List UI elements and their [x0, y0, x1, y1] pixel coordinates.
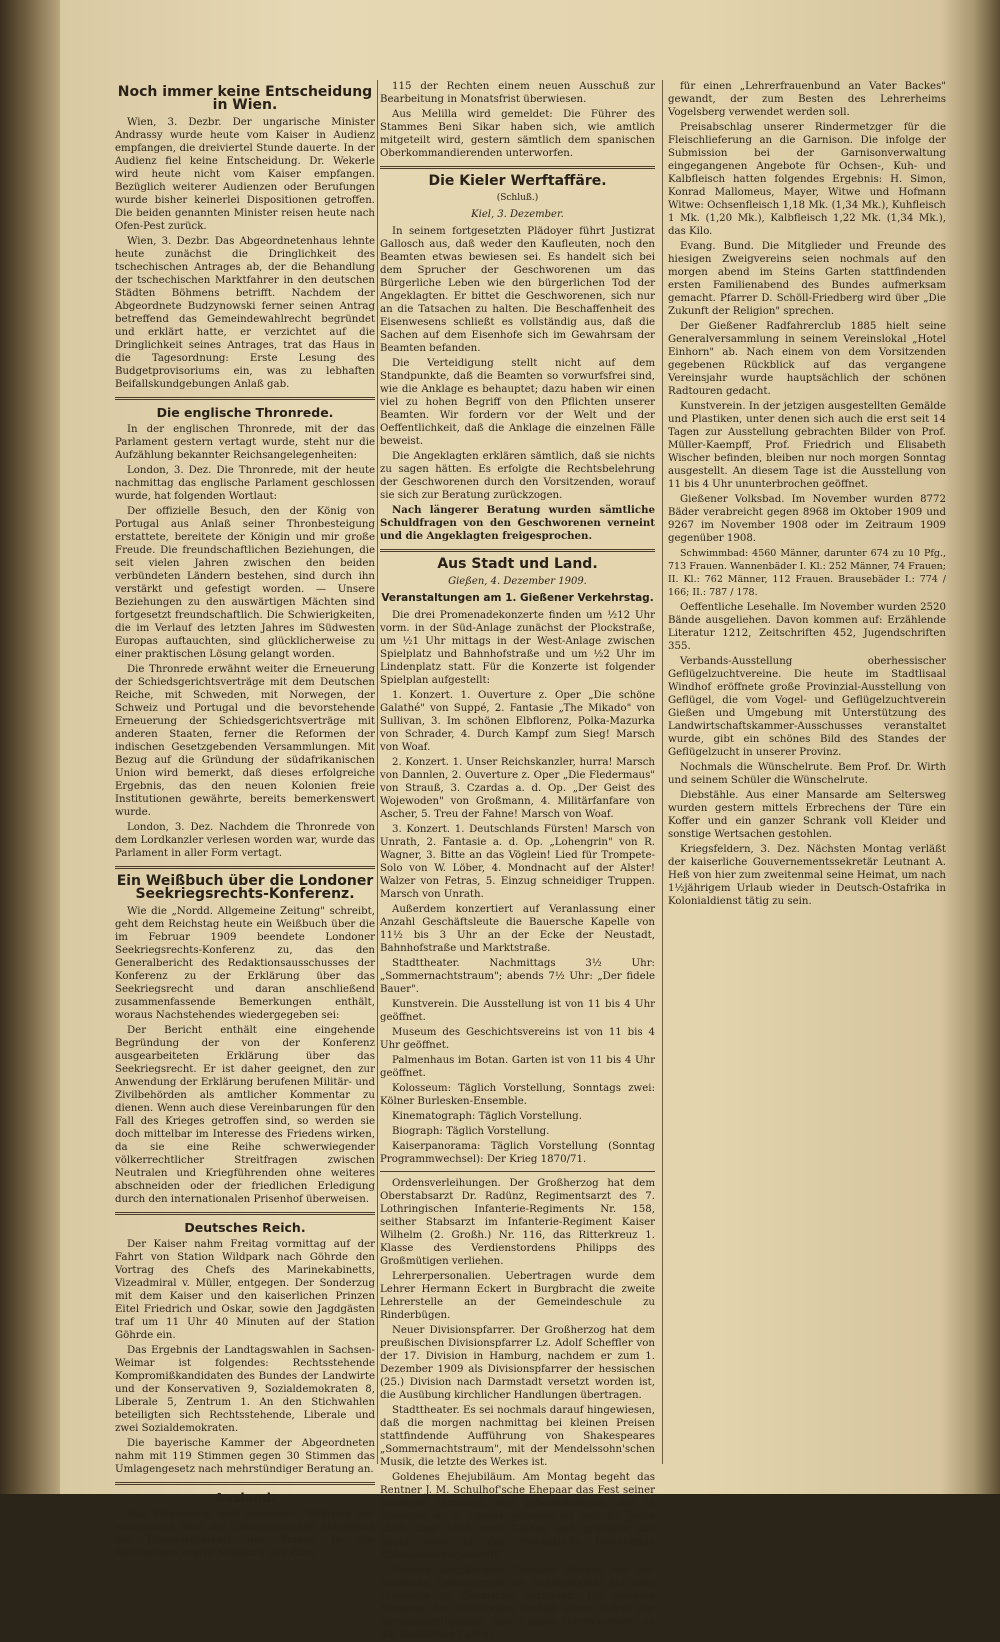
article-paragraph: Wie die „Nordd. Allgemeine Zeitung" schreibt, geht dem Reichstag heute ein Weißbuch über die im Februar 1909 beendete Londoner Seekriegsrechts-Konferenz zu, das den Generalbericht des Redaktionsausschusses der Konferenz zu der Erklärung über das Seekriegsrecht und daran anschließend zusammenfassende Bemerkungen enthält, woraus Nachstehendes wiedergegeben sei: — [115, 906, 375, 1021]
article-paragraph: Biograph: Täglich Vorstellung. — [392, 1126, 550, 1137]
article-paragraph: London, 3. Dez. Die Thronrede, mit der heute nachmittag das englische Parlament geschlossen wurde, hat folgenden Wortlaut: — [115, 465, 375, 502]
section-divider — [380, 549, 655, 552]
article-paragraph: Das Ergebnis der Landtagswahlen in Sachsen-Weimar ist folgendes: Rechtsstehende Kompromißkandidaten des Bundes der Landwirte und der Konservativen 9, Sozialdemokraten 8, Liberale 5, Zentrum 1. An den Stichwahlen beteiligten sich Rechtsstehende, Liberale und zwei Sozialdemokraten. — [115, 1345, 375, 1434]
section-divider — [115, 1482, 375, 1485]
article-paragraph: Kriegsfeldern, 3. Dez. Nächsten Montag verläßt der kaiserliche Gouvernementssekretär Leutnant A. Heß von hier zum zweitenmal seine Heimat, um nach 1½jährigem Urlaub wieder in Deutsch-Ostafrika in Kolonialdienst tätig zu sein. — [668, 844, 946, 907]
article-paragraph: Außerdem konzertiert auf Veranlassung einer Anzahl Geschäftsleute die Bauersche Kapelle von 11½ bis 3 Uhr an der Ecke der Neustadt, Bahnhofstraße und Marktstraße. — [380, 904, 655, 954]
section-divider — [115, 1212, 375, 1215]
article-paragraph: Verbands-Ausstellung oberhessischer Geflügelzuchtvereine. Die heute im Stadtlisaal Windhof eröffnete große Provinzial-Ausstellung von Geflügel, die vom Vogel- und Geflügelzuchtverein Gießen und Umgebung mit Unterstützung des Landwirtschaftskammer-Ausschusses veranstaltet wurde, gibt ein schönes Bild des Standes der Geflügelzucht in unserer Provinz. — [668, 656, 946, 758]
article-paragraph: Palmenhaus im Botan. Garten ist von 11 bis 4 Uhr geöffnet. — [380, 1055, 655, 1079]
article-paragraph: Oeffentliche Lesehalle. Im November wurden 2520 Bände ausgeliehen. Davon kommen auf: Erzählende Literatur 1212, Zeitschriften 452, Jugendschriften 355. — [668, 602, 946, 652]
headline-wien: Noch immer keine Entscheidung in Wien. — [117, 84, 373, 113]
subtitle: (Schluß.) — [496, 193, 539, 203]
article-paragraph: Wien, 3. Dezbr. Der ungarische Minister Andrassy wurde heute vom Kaiser in Audienz empfangen, die dreiviertel Stunde dauerte. In der Audienz fiel keine Entscheidung. Dr. Wekerle wird heute nicht vom Kaiser empfangen. Bezüglich weiterer Audienzen oder Berufungen wurde bisher keinerlei Dispositionen getroffen. Die beiden genannten Minister reisen heute nach Ofen-Pest zurück. — [115, 117, 375, 232]
article-paragraph: für einen „Lehrerfrauenbund an Vater Backes" gewandt, der zum Besten des Lehrerheims Vogelsberg verwendet werden soll. — [668, 81, 946, 118]
divider — [380, 1171, 655, 1172]
article-paragraph: Die bayerische Kammer der Abgeordneten nahm mit 119 Stimmen gegen 30 Stimmen das Umlagengesetz nach mehrstündiger Beratung an. — [115, 1438, 375, 1475]
subheadline-verkehrstag: Veranstaltungen am 1. Gießener Verkehrstag. — [381, 592, 654, 604]
column-1 — [115, 80, 375, 1559]
article-paragraph: Aus Petersburg wird gemeldet: Während der Aussprache über die Gesetzesvorlage betreffend die Unantastbarkeit der Person in der Reichsduma ergriff Miljukow das Wort. — [115, 1509, 375, 1559]
article-paragraph: London, 3. Dez. Nachdem die Thronrede von dem Lordkanzler verlesen worden war, wurde das Parlament in aller Form vertagt. — [115, 822, 375, 859]
verdict-note: Nach längerer Beratung wurden sämtliche Schuldfragen von den Geschworenen verneint und die Angeklagten freigesprochen. — [380, 504, 655, 542]
article-paragraph: Der Kaiser nahm Freitag vormittag auf der Fahrt von Station Wildpark nach Göhrde den Vortrag des Chefs des Marinekabinetts, Vizeadmiral v. Müller, entgegen. Der Sonderzug mit dem Kaiser und den kaiserlichen Prinzen Eitel Friedrich und Oskar, sowie den Jagdgästen traf um 11 Uhr 40 Minuten auf der Station Göhrde ein. — [115, 1239, 375, 1341]
article-paragraph: Neuer Divisionspfarrer. Der Großherzog hat dem preußischen Divisionspfarrer Lz. Adolf Scheffler von der 17. Division in Hamburg, nachdem er zum 1. Dezember 1909 als Divisionspfarrer der hessischen (25.) Division nach Darmstadt versetzt worden ist, die Ausübung kirchlicher Handlungen übertragen. — [380, 1325, 655, 1401]
article-paragraph: Diebstähle. Aus einer Mansarde am Seltersweg wurden gestern mittels Erbrechens der Türe ein Koffer und ein ganzer Schrank voll Kleider und sonstige Wertsachen gestohlen. — [668, 790, 946, 840]
article-paragraph: Kaiserpanorama: Täglich Vorstellung (Sonntag Programmwechsel): Der Krieg 1870/71. — [380, 1141, 655, 1165]
section-divider — [115, 397, 375, 400]
article-paragraph: Die Angeklagten erklären sämtlich, daß sie nichts zu sagen hätten. Es erfolgte die Rechtsbelehrung der Geschworenen durch den Vorsitzenden, worauf sie sich zur Beratung zurückzogen. — [380, 451, 655, 501]
article-paragraph: 115 der Rechten einem neuen Ausschuß zur Bearbeitung in Monatsfrist überwiesen. — [380, 81, 655, 105]
headline-kieler-werftaffaere: Die Kieler Werftaffäre. — [428, 173, 607, 189]
headline-ausland: Ausland. — [214, 1490, 276, 1505]
article-paragraph: Seinem langjährigen Obmann Backes will der hessische Lehrerverein im Gradbenkmal auf dem Friedhofe zu Darmstadt errichten. Die neueste Nummer des Schulboten enthält einen Aufruf der Vorstandsmitglieder des Landes-Lehrervereins an die hessischen Lehrer. — [380, 1565, 655, 1641]
article-paragraph: 2. Konzert. 1. Unser Reichskanzler, hurra! Marsch von Dannlen, 2. Ouverture z. Oper „Die Fledermaus" von Strauß, 3. Czardas a. d. Op. „Der Geist des Wojewoden" von Großmann, 4. Militärfanfare von Ascher, 5. Treu der Fahne! Marsch von Woaf. — [380, 757, 655, 820]
article-paragraph: Museum des Geschichtsvereins ist von 11 bis 4 Uhr geöffnet. — [380, 1027, 655, 1051]
article-paragraph: Die Verteidigung stellt nicht auf dem Standpunkte, daß die Beamten so vorwurfsfrei sind, wie die Anklage es behauptet; dazu haben wir einen viel zu hohen Begriff von den Pflichten unserer Beamten. Wir fordern vor der Welt und der Oeffentlichkeit, daß die Anklage die einzelnen Fälle beweist. — [380, 358, 655, 447]
article-paragraph: Gießener Volksbad. Im November wurden 8772 Bäder verabreicht gegen 8968 im Oktober 1909 und 9267 im November 1908 oder im Zeitraum 1909 gegenüber 1908. — [668, 494, 946, 544]
article-paragraph: Kinematograph: Täglich Vorstellung. — [392, 1111, 582, 1122]
headline-deutsches-reich: Deutsches Reich. — [184, 1220, 306, 1235]
column-separator — [377, 80, 378, 1464]
article-paragraph: Wien, 3. Dezbr. Das Abgeordnetenhaus lehnte heute zunächst die Dringlichkeit des tschechischen Antrages ab, der die Behandlung der tschechischen Marktfahrer in den deutschen Städten Böhmens betrifft. Nachdem der Abgeordnete Budzynowski ferner seinen Antrag betreffend das Gemeindewahlrecht begründet und erklärt hatte, er verzichtet auf die Dringlichkeit seines Antrages, trat das Haus in die Tagesordnung: Erste Lesung des Budgetprovisoriums ein, was zu lebhaften Beifallskundgebungen Anlaß gab. — [115, 236, 375, 390]
headline-stadt-und-land: Aus Stadt und Land. — [437, 556, 598, 572]
article-paragraph: Evang. Bund. Die Mitglieder und Freunde des hiesigen Zweigvereins seien nochmals auf den morgen abend im Steins Garten stattfindenden ersten Familienabend des Bundes aufmerksam gemacht. Pfarrer D. Schöll-Friedberg wird über „Die Zukunft der Religion" sprechen. — [668, 241, 946, 317]
article-paragraph: Kunstverein. In der jetzigen ausgestellten Gemälde und Plastiken, unter denen sich auch die erst seit 14 Tagen zur Ausstellung gebrachten Bilder von Prof. Müller-Kaempff, Prof. Friedrich und Elisabeth Wischer befinden, bleiben nur noch morgen Sonntag ausgestellt. An diesem Tage ist die Ausstellung von 11 bis 4 Uhr ununterbrochen geöffnet. — [668, 401, 946, 490]
article-paragraph: Stadttheater. Es sei nochmals darauf hingewiesen, daß die morgen nachmittag bei kleinen Preisen stattfindende Aufführung von Shakespeares „Sommernachtstraum", mit der Mendelssohn'schen Musik, die letzte des Werkes ist. — [380, 1405, 655, 1468]
section-divider — [115, 866, 375, 869]
article-paragraph: Kunstverein. Die Ausstellung ist von 11 bis 4 Uhr geöffnet. — [380, 999, 655, 1023]
article-paragraph: 3. Konzert. 1. Deutschlands Fürsten! Marsch von Unrath, 2. Fantasie a. d. Op. „Lohengrin" von R. Wagner, 3. Bitte an das Vöglein! Lied für Trompete-Solo von W. Löber, 4. Mondnacht auf der Alster! Walzer von Fetras, 5. Einzug schneidiger Truppen. Marsch von Unrath. — [380, 824, 655, 900]
article-paragraph: Ordensverleihungen. Der Großherzog hat dem Oberstabsarzt Dr. Radünz, Regimentsarzt des 7. Lothringischen Infanterie-Regiments Nr. 158, seither Stabsarzt im Infanterie-Regiment Kaiser Wilhelm (2. Großh.) Nr. 116, das Ritterkreuz 1. Klasse des Verdienstordens Philipps des Großmütigen verliehen. — [380, 1178, 655, 1267]
headline-weissbuch: Ein Weißbuch über die Londoner Seekriegsrechts-Konferenz. — [116, 873, 374, 902]
article-paragraph: Nochmals die Wünschelrute. Bem Prof. Dr. Wirth und seinem Schüler die Wünschelrute. — [668, 762, 946, 786]
column-3 — [668, 80, 946, 1464]
article-paragraph: Goldenes Ehejubiläum. Am Montag begeht das Rentner J. M. Schulhof'sche Ehepaar das Fest seiner goldenen Hochzeit. Der Jubelbräutigam, der in Allendorf a. d. Lumda geboren ist und 83 Jahre zählt, kam 1888 nach Gießen und gründete das heute noch in der Plockstraße bestehende Kolonialwarengeschäft. — [380, 1472, 655, 1561]
article-paragraph: Lehrerpersonalien. Uebertragen wurde dem Lehrer Hermann Eckert in Burgbracht die zweite Lehrerstelle an der Gemeindeschule zu Rinderbügen. — [380, 1271, 655, 1321]
article-paragraph: Die Thronrede erwähnt weiter die Erneuerung der Schiedsgerichtsverträge mit dem Deutschen Reiche, mit Schweden, mit Norwegen, der Schweiz und Portugal und die bevorstehende Erneuerung der Schiedsgerichtsverträge mit anderen Staaten, ferner die Reformen der indischen Gesetzgebenden Versammlungen. Mit Bezug auf die Gründung der südafrikanischen Union wird bemerkt, daß dieses erfolgreiche Ergebnis, das den neuen Kolonien freie Institutionen gewährte, bereits bemerkenswert wurde. — [115, 664, 375, 818]
article-paragraph: 1. Konzert. 1. Ouverture z. Oper „Die schöne Galathé" von Suppé, 2. Fantasie „The Mikado" von Sullivan, 3. Im schönen Elbflorenz, Polka-Mazurka von Schrader, 4. Durch Kampf zum Sieg! Marsch von Woaf. — [380, 690, 655, 753]
book-binding-shadow — [0, 0, 60, 1494]
column-2 — [380, 80, 655, 1641]
dateline: Gießen, 4. Dezember 1909. — [448, 576, 587, 587]
page-edge — [948, 0, 1000, 1494]
article-paragraph: Kolosseum: Täglich Vorstellung, Sonntags zwei: Kölner Burlesken-Ensemble. — [380, 1083, 655, 1107]
article-paragraph: In seinem fortgesetzten Plädoyer führt Justizrat Gallosch aus, daß weder den Kaufleuten, noch den Beamten etwas bewiesen sei. Es handelt sich bei dem Sprucher der Geschworenen um das Bürgerliche Leben wie den bürgerlichen Tod der Angeklagten. Er bittet die Geschworenen, sich nur an die Tatsachen zu halten. Die Beschaffenheit des Eisenwesens schließt es vollständig aus, daß die Sachen auf dem Eisenhofe sich im Gewahrsam der Beamten befanden. — [380, 226, 655, 354]
headline-thronrede: Die englische Thronrede. — [156, 405, 334, 420]
bath-statistics: Schwimmbad: 4560 Männer, darunter 674 zu 10 Pfg., 713 Frauen. Wannenbäder I. Kl.: 252 Männer, 74 Frauen; II. Kl.: 762 Männer, 112 Frauen. Brausebäder I.: 774 / 166; II.: 787 / 178. — [668, 548, 946, 598]
article-paragraph: Aus Melilla wird gemeldet: Die Führer des Stammes Beni Sikar haben sich, wie amtlich mitgeteilt wird, gestern sämtlich dem spanischen Oberkommandierenden unterworfen. — [380, 109, 655, 159]
dateline: Kiel, 3. Dezember. — [471, 209, 564, 220]
article-paragraph: Die drei Promenadekonzerte finden um ½12 Uhr vorm. in der Süd-Anlage zunächst der Plockstraße, um ½1 Uhr mittags in der West-Anlage zwischen Spielplatz und Bahnhofstraße und um ½2 Uhr im Lindenplatz statt. Für die Konzerte ist folgender Spielplan aufgestellt: — [380, 610, 655, 686]
section-divider — [380, 166, 655, 169]
article-paragraph: Der Bericht enthält eine eingehende Begründung der von der Konferenz ausgearbeiteten Erklärung über das Seekriegsrecht. Er ist daher geeignet, den zur Anwendung der Erklärung berufenen Militär- und Zivilbehörden als amtlicher Kommentar zu dienen. Wenn auch diese Vereinbarungen für den Fall des Krieges getroffen sind, so werden sie doch mittelbar im Interesse des Friedens wirken, da sie eine Reihe schwerwiegender völkerrechtlicher Streitfragen zwischen Neutralen und Kriegführenden ohne weiteres abschneiden oder der friedlichen Erledigung durch den internationalen Prisenhof überweisen. — [115, 1025, 375, 1205]
article-paragraph: In der englischen Thronrede, mit der das Parlament gestern vertagt wurde, steht nur die Aufzählung bekannter Reichsangelegenheiten: — [115, 424, 375, 461]
column-separator — [662, 80, 663, 1464]
article-paragraph: Der offizielle Besuch, den der König von Portugal aus Anlaß seiner Thronbesteigung erstattete, bereitete der Königin und mir große Freude. Die freundschaftlichen Beziehungen, die seit vielen Jahren zwischen den beiden verbündeten Ländern bestehen, sind durch ihn verstärkt und gefestigt worden. — Unsere Beziehungen zu den auswärtigen Mächten sind fortgesetzt freundschaftlich. Die Schwierigkeiten, die im Verlauf des letzten Jahres im Südwesten Europas auftauchten, sind glücklicherweise zu einer praktischen Lösung gelangt worden. — [115, 506, 375, 660]
article-paragraph: Der Gießener Radfahrerclub 1885 hielt seine Generalversammlung in seinem Vereinslokal „Hotel Einhorn" ab. Nach einem von dem Vorsitzenden gegebenen Rückblick auf das vergangene Vereinsjahr wurde hauptsächlich der schönen Radtouren gedacht. — [668, 321, 946, 397]
article-paragraph: Stadttheater. Nachmittags 3½ Uhr: „Sommernachtstraum"; abends 7½ Uhr: „Der fidele Bauer". — [380, 958, 655, 995]
article-paragraph: Preisabschlag unserer Rindermetzger für die Fleischlieferung an die Garnison. Die infolge der Submission bei der Garnisonverwaltung eingegangenen Angebote für Ochsen-, Kuh- und Kalbfleisch hatten folgendes Ergebnis: H. Simon, Konrad Mallomeus, Mayer, Witwe und Hofmann Witwe: Ochsenfleisch 1,18 Mk. (1,34 Mk.), Kuhfleisch 1 Mk. (1,20 Mk.), Kalbfleisch 1,22 Mk. (1,34 Mk.), das Kilo. — [668, 122, 946, 237]
